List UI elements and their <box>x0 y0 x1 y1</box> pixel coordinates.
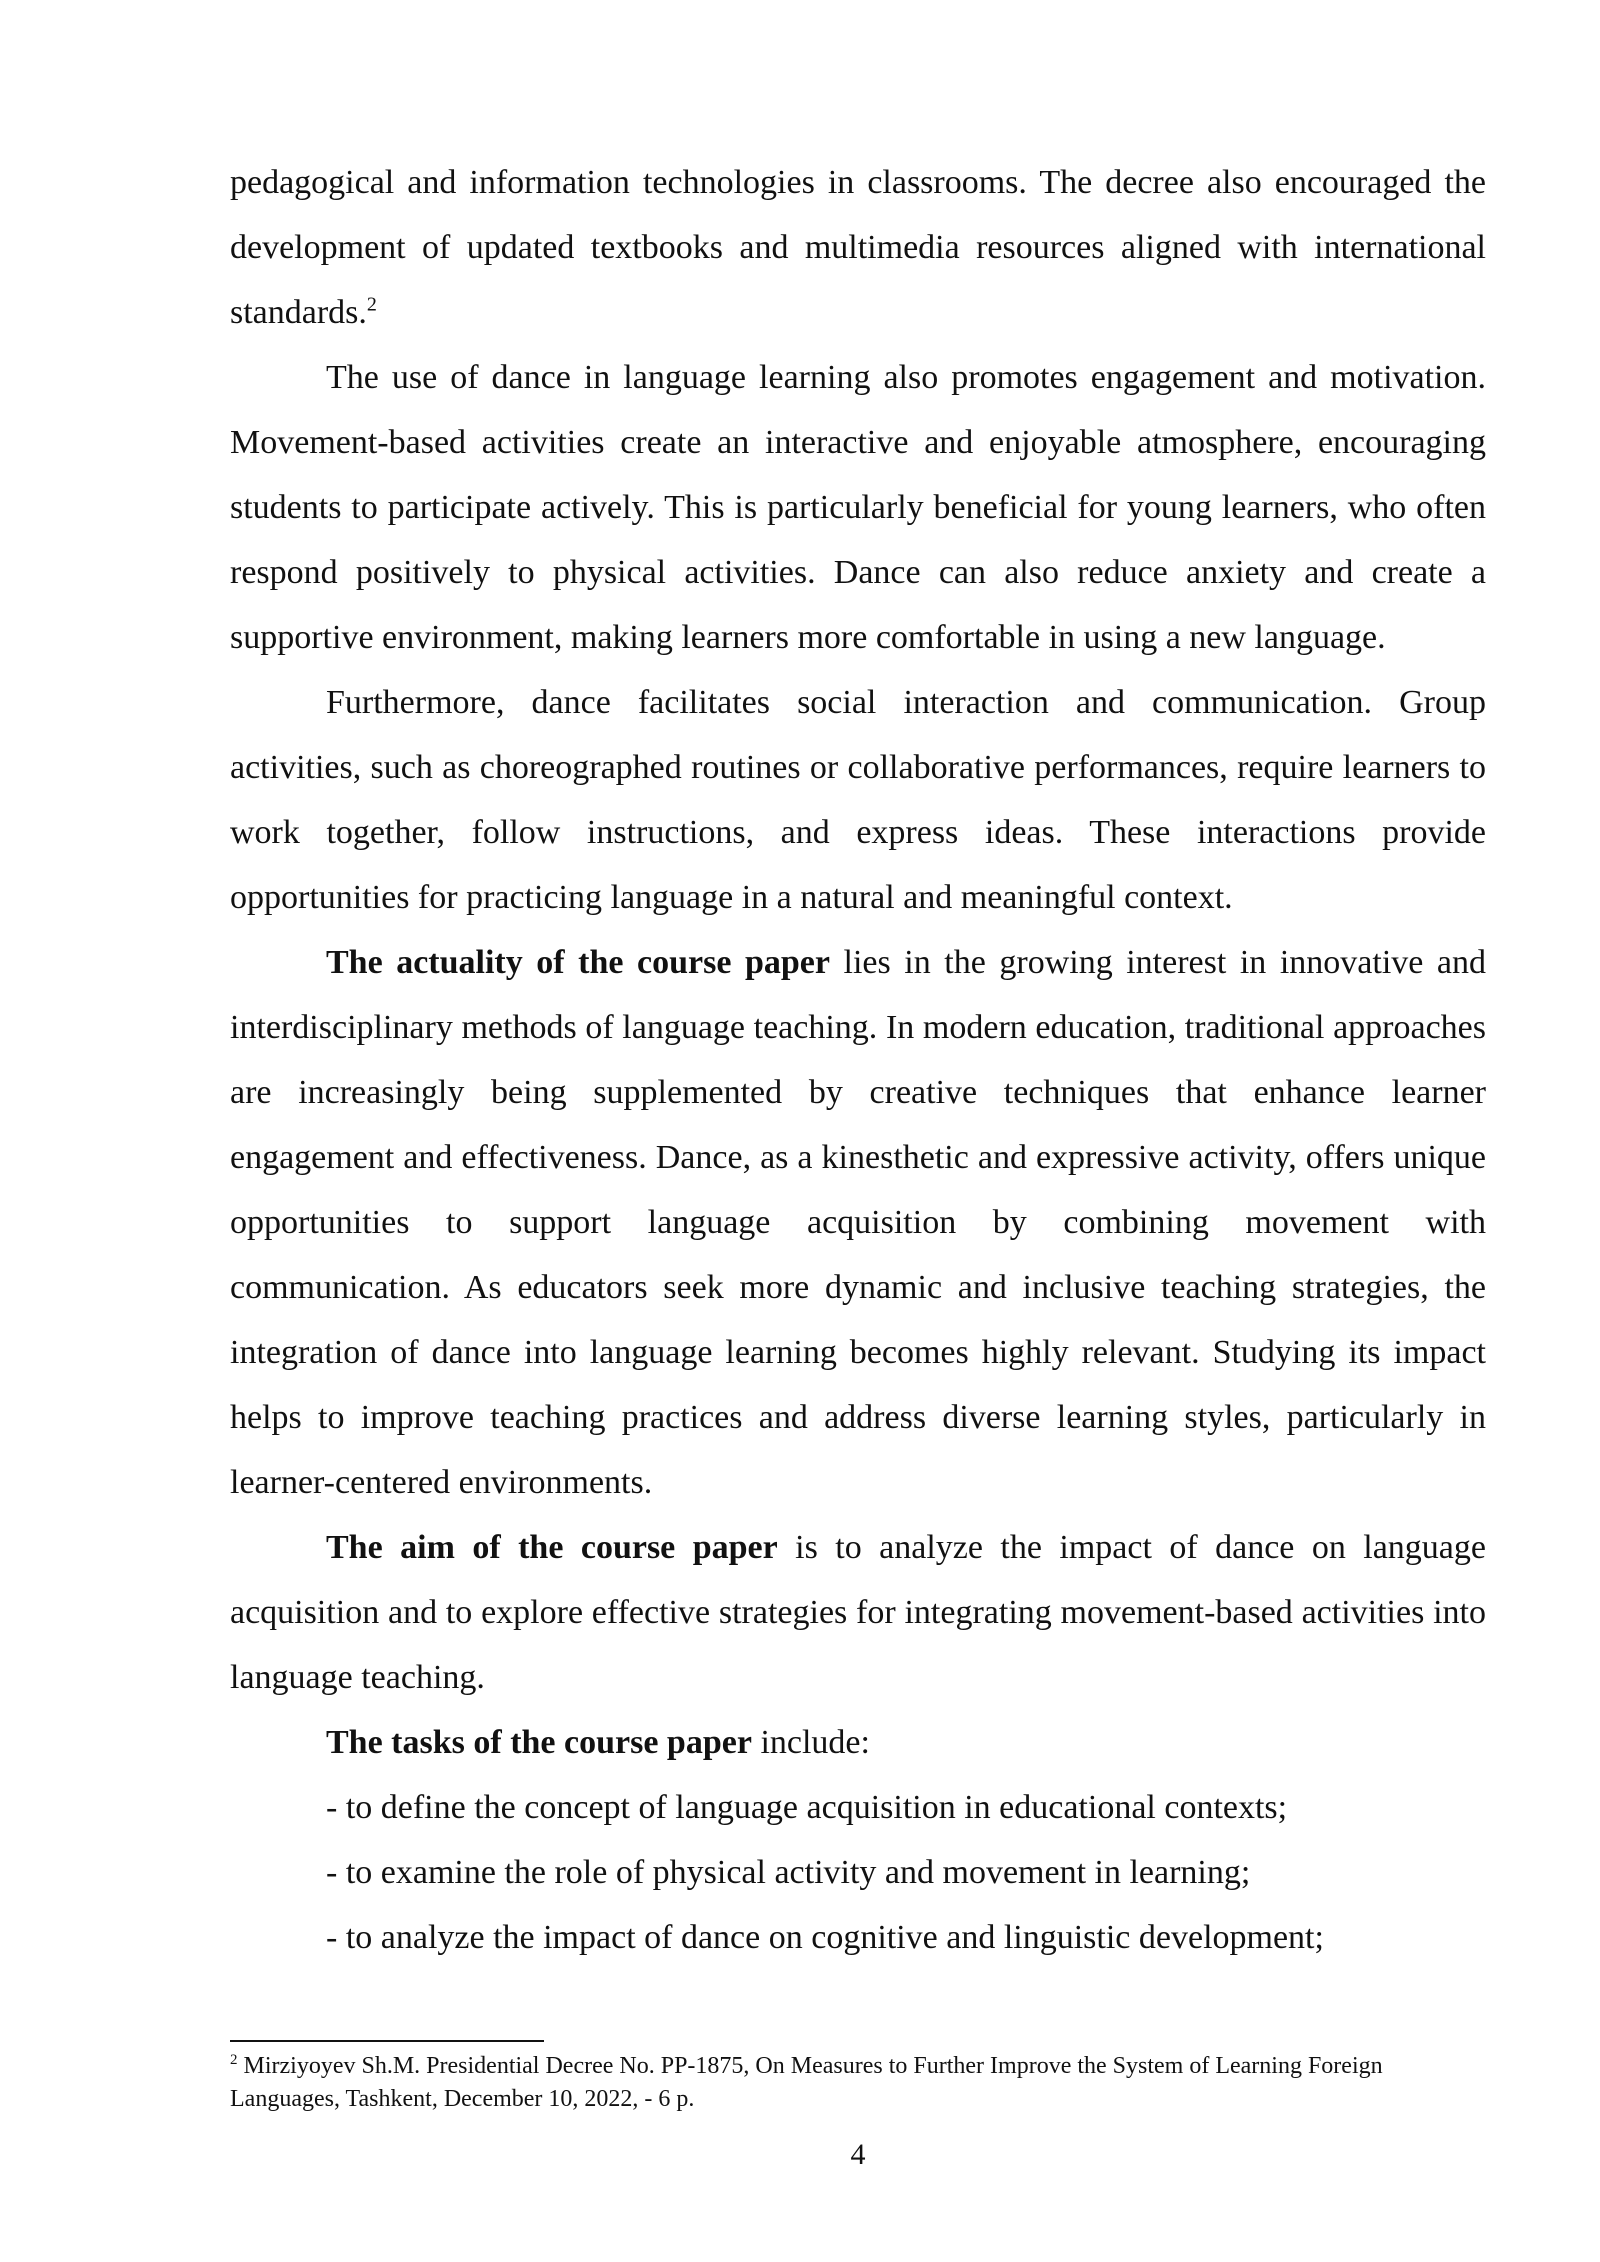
footnote-number: 2 <box>230 2052 238 2068</box>
paragraph-decree-continuation <box>230 150 1486 345</box>
paragraph-tasks <box>230 1710 1486 1775</box>
aim-text: is to analyze the impact of dance on language acquisition and to explore effective strategies for integrating movement-based activities into language teaching. <box>230 1529 1486 1696</box>
footnote-separator <box>230 2040 544 2042</box>
footnote <box>230 2050 1486 2116</box>
page-body <box>230 150 1486 1970</box>
task-item: - to examine the role of physical activity and movement in learning; <box>326 1854 1251 1891</box>
actuality-heading: The actuality of the course paper <box>326 944 830 981</box>
page-number: 4 <box>850 2138 866 2171</box>
paragraph-text: pedagogical and information technologies in classrooms. The decree also encouraged the development of updated textbooks and multimedia resources aligned with international standards. <box>230 164 1486 331</box>
task-item: - to define the concept of language acquisition in educational contexts; <box>326 1789 1288 1826</box>
task-item: - to analyze the impact of dance on cognitive and linguistic development; <box>326 1919 1324 1956</box>
footnote-text: Mirziyoyev Sh.M. Presidential Decree No. PP-1875, On Measures to Further Improve the System of Learning Foreign Languages, Tashkent, December 10, 2022, - 6 p. <box>230 2053 1383 2112</box>
actuality-text: lies in the growing interest in innovative and interdisciplinary methods of language teaching. In modern education, traditional approaches are increasingly being supplemented by creative techniques that enhance learner engagement and effectiveness. Dance, as a kinesthetic and expressive activity, offers unique opportunities to support language acquisition by combining movement with communication. As educators seek more dynamic and inclusive teaching strategies, the integration of dance into language learning becomes highly relevant. Studying its impact helps to improve teaching practices and address diverse learning styles, particularly in learner-centered environments. <box>230 944 1486 1501</box>
tasks-text: include: <box>751 1724 870 1761</box>
tasks-heading: The tasks of the course paper <box>326 1724 752 1761</box>
footnote-reference[interactable]: 2 <box>366 293 377 316</box>
paragraph-aim <box>230 1515 1486 1710</box>
paragraph-actuality <box>230 930 1486 1515</box>
aim-heading: The aim of the course paper <box>326 1529 778 1566</box>
paragraph-engagement: The use of dance in language learning also promotes engagement and motivation. Movement-based activities create an interactive and enjoyable atmosphere, encouraging students to participate actively. This is particularly beneficial for young learners, who often respond positively to physical activities. Dance can also reduce anxiety and create a supportive environment, making learners more comfortable in using a new language. <box>230 359 1486 656</box>
paragraph-social-interaction: Furthermore, dance facilitates social interaction and communication. Group activities, such as choreographed routines or collaborative performances, require learners to work together, follow instructions, and express ideas. These interactions provide opportunities for practicing language in a natural and meaningful context. <box>230 684 1486 916</box>
